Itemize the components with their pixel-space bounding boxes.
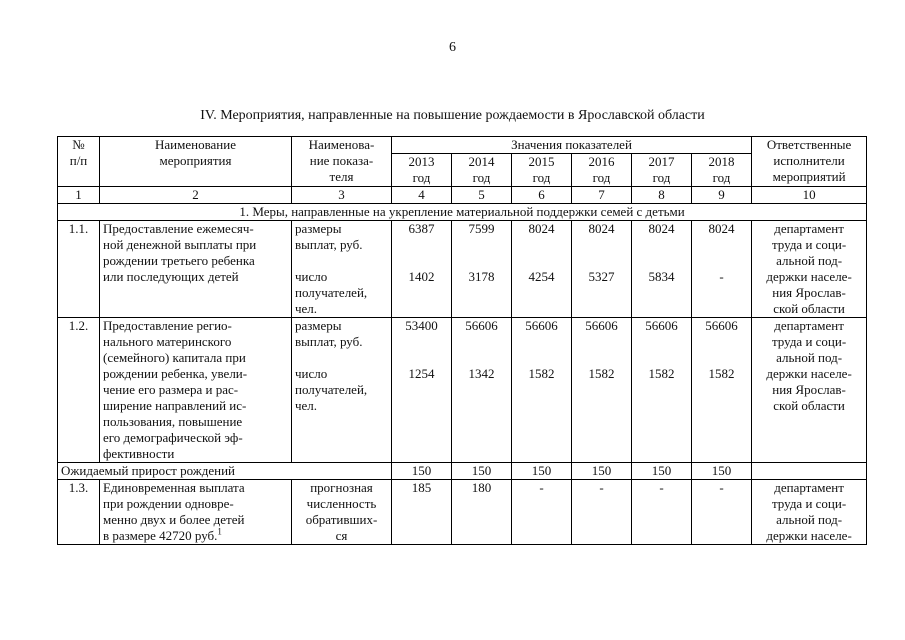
section-1-title: 1. Меры, направленные на укрепление материальной поддержки семей с детьми	[58, 204, 867, 221]
responsible-executor: департамент труда и соци- альной под- держки населе-	[752, 480, 867, 545]
growth-2015: 150	[512, 463, 572, 480]
growth-2016: 150	[572, 463, 632, 480]
value-2015: -	[512, 480, 572, 545]
value-2013: 6387 1402	[392, 221, 452, 318]
responsible-executor: департамент труда и соци- альной под- держки населе- ния Ярослав- ской области	[752, 318, 867, 463]
indicator-name: прогнозная численность обративших- ся	[292, 480, 392, 545]
column-number: 2	[100, 187, 292, 204]
header-year-2016: 2016 год	[572, 154, 632, 187]
value-2015: 56606 1582	[512, 318, 572, 463]
header-year-2014: 2014 год	[452, 154, 512, 187]
page-number: 6	[449, 40, 456, 55]
header-year-2015: 2015 год	[512, 154, 572, 187]
footnote-mark: 1	[217, 526, 222, 537]
column-number-row	[58, 187, 867, 204]
empty-cell	[752, 463, 867, 480]
measure-name: Предоставление ежемесяч- ной денежной выплаты при рождении третьего ребенка или последующих детей	[100, 221, 292, 318]
value-2013: 185	[392, 480, 452, 545]
value-2017: 56606 1582	[632, 318, 692, 463]
value-2013: 53400 1254	[392, 318, 452, 463]
value-2014: 180	[452, 480, 512, 545]
responsible-executor: департамент труда и соци- альной под- держки населе- ния Ярослав- ской области	[752, 221, 867, 318]
expected-growth-label: Ожидаемый прирост рождений	[58, 463, 392, 480]
growth-2014: 150	[452, 463, 512, 480]
table-row	[58, 480, 867, 545]
value-2014: 7599 3178	[452, 221, 512, 318]
row-number: 1.1.	[58, 221, 100, 318]
header-num: № п/п	[58, 137, 100, 187]
column-number: 9	[692, 187, 752, 204]
measure-name-cell	[100, 480, 292, 545]
value-2018: 56606 1582	[692, 318, 752, 463]
column-number: 3	[292, 187, 392, 204]
header-year-2013: 2013 год	[392, 154, 452, 187]
header-indicator: Наименова- ние показа- теля	[292, 137, 392, 187]
table-row	[58, 221, 867, 318]
value-2018: 8024 -	[692, 221, 752, 318]
header-year-2017: 2017 год	[632, 154, 692, 187]
measure-name: Предоставление регио- нального материнского (семейного) капитала при рождении ребенка, увели- чение его размера и рас- ширение направлений ис- пользования, повышение его демографической эф- фективности	[100, 318, 292, 463]
value-2016: -	[572, 480, 632, 545]
value-2017: -	[632, 480, 692, 545]
indicator-name: размеры выплат, руб. число получателей, чел.	[292, 221, 392, 318]
value-2016: 8024 5327	[572, 221, 632, 318]
header-responsible: Ответственные исполнители мероприятий	[752, 137, 867, 187]
section-title: IV. Мероприятия, направленные на повышение рождаемости в Ярославской области	[200, 108, 705, 123]
row-number: 1.2.	[58, 318, 100, 463]
growth-2013: 150	[392, 463, 452, 480]
column-number: 6	[512, 187, 572, 204]
measure-name: Единовременная выплата при рождении одновре- менно двух и более детей в размере 42720 руб.	[103, 480, 245, 543]
value-2015: 8024 4254	[512, 221, 572, 318]
value-2017: 8024 5834	[632, 221, 692, 318]
value-2018: -	[692, 480, 752, 545]
section-1-row	[58, 204, 867, 221]
growth-2018: 150	[692, 463, 752, 480]
column-number: 5	[452, 187, 512, 204]
header-name: Наименование мероприятия	[100, 137, 292, 187]
indicator-name: размеры выплат, руб. число получателей, чел.	[292, 318, 392, 463]
header-year-2018: 2018 год	[692, 154, 752, 187]
row-number: 1.3.	[58, 480, 100, 545]
column-number: 8	[632, 187, 692, 204]
column-number: 10	[752, 187, 867, 204]
column-number: 4	[392, 187, 452, 204]
expected-growth-row	[58, 463, 867, 480]
value-2016: 56606 1582	[572, 318, 632, 463]
column-number: 1	[58, 187, 100, 204]
header-values-group: Значения показателей	[392, 137, 752, 154]
measures-table	[57, 136, 867, 545]
growth-2017: 150	[632, 463, 692, 480]
value-2014: 56606 1342	[452, 318, 512, 463]
table-row	[58, 318, 867, 463]
column-number: 7	[572, 187, 632, 204]
